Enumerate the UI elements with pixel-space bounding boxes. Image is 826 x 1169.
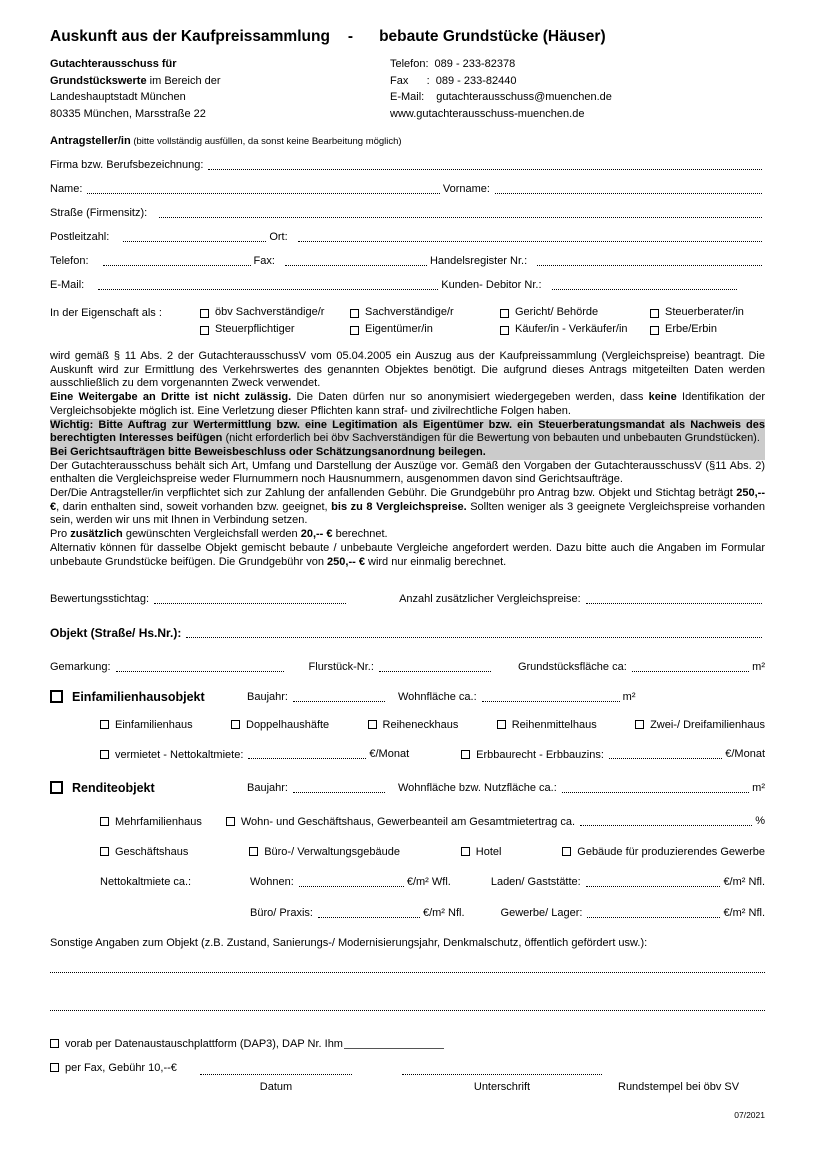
checkbox-icon[interactable] <box>50 690 63 703</box>
stichtag-label: Bewertungsstichtag: <box>50 593 150 606</box>
sonstige-input-line-2[interactable] <box>50 1001 765 1011</box>
gemarkung-row <box>50 661 765 674</box>
flurstueck-input-line[interactable] <box>379 662 491 672</box>
terms-p4-bold1: 250,-- € <box>50 487 765 513</box>
checkbox-label: Reihenmittelhaus <box>511 719 597 732</box>
phone-value: 089 - 233-82378 <box>434 58 516 70</box>
objekt-label: Objekt (Straße/ Hs.Nr.): <box>50 626 182 641</box>
checkbox-label: Hotel <box>475 846 502 859</box>
checkbox-icon[interactable] <box>461 847 470 856</box>
field-row-telefon-fax-hr <box>50 255 765 268</box>
name-label: Name: <box>50 183 83 195</box>
geschaeftshaus-row <box>100 846 765 858</box>
telefon-label: Telefon: <box>50 255 89 267</box>
ort-label: Ort: <box>269 231 288 243</box>
checkbox-icon[interactable] <box>100 720 109 729</box>
unterschrift-input-line[interactable] <box>402 1062 602 1075</box>
org-line2 <box>50 73 390 90</box>
email-value: gutachterausschuss@muenchen.de <box>436 91 612 103</box>
checkbox-label: Eigentümer/in <box>365 323 433 335</box>
vorname-label: Vorname: <box>442 183 490 195</box>
anzahl-label: Anzahl zusätzlicher Vergleichspreise: <box>399 593 581 606</box>
checkbox-label: Einfamilienhaus <box>115 719 193 732</box>
datum-input-line[interactable] <box>200 1062 352 1075</box>
buero-unit: €/m² Nfl. <box>422 907 465 920</box>
objekt-row <box>50 627 765 640</box>
flurstueck-label: Flurstück-Nr.: <box>308 661 374 674</box>
checkbox-label: Mehrfamilienhaus <box>115 816 202 829</box>
checkbox-icon[interactable] <box>500 326 509 335</box>
field-row-name <box>50 183 765 196</box>
checkbox-oebv-sachverstaendiger[interactable] <box>200 305 350 320</box>
checkbox-icon[interactable] <box>50 1063 59 1072</box>
checkbox-icon[interactable] <box>200 326 209 335</box>
checkbox-label: Erbbaurecht - Erbbauzins: <box>476 749 604 762</box>
vorname-input-line[interactable] <box>495 184 762 194</box>
buero-praxis-label: Büro/ Praxis: <box>250 907 313 920</box>
rendite-heading-row <box>50 781 765 795</box>
handelsregister-input-line[interactable] <box>537 256 762 266</box>
org-line3: Landeshauptstadt München <box>50 91 186 103</box>
telefon-input-line[interactable] <box>103 256 251 266</box>
monat-unit2: €/Monat <box>725 748 765 761</box>
laden-label: Laden/ Gaststätte: <box>490 876 581 889</box>
checkbox-label: Reiheneckhaus <box>382 719 459 732</box>
checkbox-erbbaurecht[interactable] <box>461 749 604 761</box>
checkbox-label: Geschäftshaus <box>115 846 189 859</box>
stichtag-input-line[interactable] <box>154 594 346 604</box>
erbbauzins-input-line[interactable] <box>609 749 722 759</box>
sqm-unit: m² <box>622 691 636 704</box>
checkbox-label: Steuerpflichtiger <box>215 323 295 335</box>
rendite-baujahr-input-line[interactable] <box>293 783 385 793</box>
checkbox-icon[interactable] <box>350 326 359 335</box>
efh-types-row <box>100 719 765 731</box>
fax-input-line[interactable] <box>285 256 427 266</box>
checkbox-label: Wohn- und Geschäftshaus, Gewerbeanteil am Gesamtmietertrag ca. <box>240 816 576 829</box>
unterschrift-label: Unterschrift <box>473 1081 531 1094</box>
mehrfamilienhaus-row <box>100 815 765 828</box>
sonstige-line-1-row <box>50 963 765 973</box>
applicant-heading-note: (bitte vollständig ausfüllen, da sonst keine Bearbeitung möglich) <box>130 136 402 147</box>
nettokaltmiete-ca-label: Nettokaltmiete ca.: <box>100 876 192 889</box>
checkbox-label: vermietet - Nettokaltmiete: <box>115 749 244 762</box>
sqm-unit: m² <box>752 782 765 795</box>
important-notice-highlight <box>50 419 765 460</box>
checkbox-label: Erbe/Erbin <box>665 323 717 335</box>
wohnen-input-line[interactable] <box>299 877 404 887</box>
checkbox-label: Büro-/ Verwaltungsgebäude <box>264 846 400 859</box>
signature-area <box>50 1062 765 1102</box>
header-block <box>50 56 765 122</box>
checkbox-icon[interactable] <box>635 720 644 729</box>
efh-wohnflaeche-input-line[interactable] <box>482 692 620 702</box>
title-left: Auskunft aus der Kaufpreissammlung <box>50 28 330 45</box>
checkbox-doppelhaushaelfte[interactable] <box>231 719 329 731</box>
sonstige-input-line-1[interactable] <box>50 963 765 973</box>
checkbox-erbe[interactable] <box>650 322 765 337</box>
efh-wohnflaeche-label: Wohnfläche ca.: <box>397 691 477 704</box>
rendite-heading: Renditeobjekt <box>72 781 155 796</box>
strasse-input-line[interactable] <box>159 208 762 218</box>
checkbox-label: Sachverständige/r <box>365 306 454 318</box>
kunden-label: Kunden- Debitor Nr.: <box>441 279 542 291</box>
checkbox-label: Käufer/in - Verkäufer/in <box>515 323 628 335</box>
nettokaltmiete-input-line[interactable] <box>248 749 366 759</box>
org-line1: Gutachterausschuss für <box>50 58 177 70</box>
checkbox-reiheneckhaus[interactable] <box>368 719 459 731</box>
checkbox-icon[interactable] <box>350 309 359 318</box>
checkbox-icon[interactable] <box>500 309 509 318</box>
checkbox-icon[interactable] <box>562 847 571 856</box>
efh-heading: Einfamilienhausobjekt <box>72 690 205 705</box>
ort-input-line[interactable] <box>298 232 762 242</box>
email-input-line[interactable] <box>98 280 438 290</box>
dap-row <box>50 1038 765 1050</box>
checkbox-icon[interactable] <box>100 817 109 826</box>
terms-p5-a: Pro <box>50 528 71 541</box>
laden-input-line[interactable] <box>586 877 721 887</box>
email-row <box>390 89 612 106</box>
checkbox-icon[interactable] <box>50 1039 59 1048</box>
terms-p2-bold2: keine <box>648 391 677 404</box>
checkbox-icon[interactable] <box>650 309 659 318</box>
terms-p4-c: Sollten weniger als 3 geeignete Vergleichspreise vorhanden sein, werden wir uns mit Ihnen in Verbindung setzen. <box>50 500 765 527</box>
checkbox-label: vorab per Datenaustauschplattform (DAP3), DAP Nr. Ihm <box>65 1038 343 1051</box>
checkbox-per-fax[interactable] <box>50 1062 177 1074</box>
checkbox-zwei-dreifamilienhaus[interactable] <box>635 719 765 731</box>
applicant-heading-bold: Antragsteller/in <box>50 135 131 147</box>
checkbox-icon[interactable] <box>368 720 377 729</box>
buero-praxis-input-line[interactable] <box>318 908 420 918</box>
dap-nr-input-line[interactable] <box>344 1039 444 1049</box>
rundstempel-label: Rundstempel bei öbv SV <box>618 1081 740 1094</box>
checkbox-icon[interactable] <box>231 720 240 729</box>
kunden-input-line[interactable] <box>552 280 737 290</box>
checkbox-icon[interactable] <box>50 781 63 794</box>
checkbox-icon[interactable] <box>100 847 109 856</box>
checkbox-steuerberater[interactable] <box>650 305 765 320</box>
checkbox-icon[interactable] <box>200 309 209 318</box>
checkbox-eigentuemer[interactable] <box>350 322 500 337</box>
phone-label: Telefon: <box>390 58 429 70</box>
capacity-label: In der Eigenschaft als : <box>50 307 162 319</box>
firma-input-line[interactable] <box>208 160 762 170</box>
page-title <box>50 28 765 46</box>
checkbox-renditeobjekt[interactable] <box>50 781 247 795</box>
notice-rest: (nicht erforderlich bei öbv Sachverständigen für die Bewertung von bebauten und unbebauten Grundstücken). <box>222 432 760 445</box>
checkbox-vermietet[interactable] <box>100 749 243 761</box>
org-contact <box>390 56 612 122</box>
gewerbe-unit: €/m² Nfl. <box>723 907 765 920</box>
checkbox-label: Gericht/ Behörde <box>515 306 599 318</box>
terms-text <box>50 350 765 569</box>
email2-label: E-Mail: <box>50 279 85 291</box>
email-label: E-Mail: <box>390 91 425 103</box>
checkbox-mehrfamilienhaus[interactable] <box>100 816 202 828</box>
org-address <box>50 56 390 122</box>
rendite-flaeche-label: Wohnfläche bzw. Nutzfläche ca.: <box>397 782 557 795</box>
efh-baujahr-input-line[interactable] <box>293 692 385 702</box>
org-line2-rest: im Bereich der <box>146 74 221 87</box>
checkbox-icon[interactable] <box>100 750 109 759</box>
checkbox-label: Doppelhaushäfte <box>246 719 330 732</box>
capacity-section <box>50 305 765 337</box>
terms-p5-c: berechnet. <box>332 528 388 541</box>
terms-p5-b: gewünschten Vergleichsfall werden <box>122 528 301 541</box>
checkbox-label: per Fax, Gebühr 10,--€ <box>65 1062 177 1075</box>
miete-row-1 <box>100 876 765 889</box>
checkbox-einfamilienhaus[interactable] <box>100 719 193 731</box>
stichtag-row <box>50 593 765 606</box>
fax2-label: Fax: <box>253 255 275 267</box>
phone-row <box>390 56 612 73</box>
field-row-email-kunden <box>50 279 765 292</box>
sonstige-label: Sonstige Angaben zum Objekt (z.B. Zustand, Sanierungs-/ Modernisierungsjahr, Denkmalschutz, öffentlich gefördert usw.): <box>50 937 648 950</box>
terms-p2-a: Die Daten dürfen nur so anonymisiert wiedergegeben werden, dass <box>291 391 649 404</box>
terms-p4-a: Der/Die Antragsteller/in verpflichtet sich zur Zahlung der anfallenden Gebühr. Die Grundgebühr pro Antrag bzw. Objekt und Stichtag beträgt <box>50 487 737 500</box>
wohnen-unit: €/m² Wfl. <box>406 876 451 889</box>
flaeche-label: Grundstücksfläche ca: <box>517 661 627 674</box>
terms-p2-bold1: Eine Weitergabe an Dritte ist nicht zulässig. <box>50 391 292 404</box>
datum-label: Datum <box>259 1081 293 1094</box>
checkbox-reihenmittelhaus[interactable] <box>497 719 597 731</box>
sqm-unit: m² <box>752 661 765 674</box>
checkbox-icon[interactable] <box>650 326 659 335</box>
terms-p1: wird gemäß § 11 Abs. 2 der GutachterausschussV vom 05.04.2005 ein Auszug aus der Kaufpreissammlung (Vergleichspreise) beantragt. Die Auskunft wird zur Ermittlung des Verkehrswertes des genannten Objektes benötigt. Die aufgrund dieses Antrags mitgeteilten Daten werden ausschließlich zu dem vorgenannten Zweck verwendet. <box>50 350 765 390</box>
wohnen-label: Wohnen: <box>250 876 294 889</box>
applicant-heading <box>50 135 765 147</box>
checkbox-icon[interactable] <box>249 847 258 856</box>
terms-p6-bold: 250,-- € <box>327 555 365 568</box>
terms-p2-b: Identifikation der Vergleichsobjekte möglich ist. Eine Verletzung dieser Pflichten kann straf- und zivilrechtliche Folgen haben. <box>50 391 766 417</box>
notice2-bold: Bei Gerichtsaufträgen bitte Beweisbeschluss oder Schätzungsanordnung beilegen. <box>50 445 486 458</box>
org-line4: 80335 München, Marsstraße 22 <box>50 107 206 120</box>
handelsregister-label: Handelsregister Nr.: <box>429 255 528 267</box>
field-row-plz-ort <box>50 231 765 244</box>
fax-label: Fax : <box>390 74 430 87</box>
capacity-row-2 <box>50 322 765 337</box>
title-right: bebaute Grundstücke (Häuser) <box>379 28 606 45</box>
gewerbeanteil-input-line[interactable] <box>580 816 752 826</box>
flaeche-input-line[interactable] <box>632 662 749 672</box>
field-row-firma <box>50 159 765 172</box>
notice-bold: Wichtig: Bitte Auftrag zur Wertermittlung bzw. eine Legitimation als Eigentümer bzw. ein Steuerberatungsmandat als Nachweis des berechtigten Interesses beifügen <box>50 418 765 445</box>
strasse-label: Straße (Firmensitz): <box>50 207 148 219</box>
checkbox-icon[interactable] <box>497 720 506 729</box>
percent-unit: % <box>755 815 765 828</box>
checkbox-label: öbv Sachverständige/r <box>215 306 325 318</box>
efh-baujahr-label: Baujahr: <box>247 691 288 704</box>
fax-value: 089 - 233-82440 <box>435 74 517 87</box>
checkbox-steuerpflichtiger[interactable] <box>200 322 350 337</box>
checkbox-buero-verwaltungsgebaeude[interactable] <box>249 846 400 858</box>
terms-p6-a: Alternativ können für dasselbe Objekt gemischt bebaute / unbebaute Vergleiche angefordert werden. Dazu bitte auch die Angaben im Formular unbebaute Grundstücke beifügen. Die Grundgebühr von <box>50 541 765 568</box>
checkbox-label: Zwei-/ Dreifamilienhaus <box>650 719 765 732</box>
efh-heading-row <box>50 690 765 704</box>
plz-input-line[interactable] <box>123 232 266 242</box>
terms-p3: Der Gutachterausschuss behält sich Art, Umfang und Darstellung der Auszüge vor. Gemäß den Vorgaben der GutachterausschussV (§11 Abs. 2) enthalten die Vergleichspreise weder Flurnummern noch Hausnummern, ausgenommen davon sind Gerichtsaufträge. <box>50 459 765 486</box>
website: www.gutachterausschuss-muenchen.de <box>390 107 585 120</box>
checkbox-hotel[interactable] <box>461 846 502 858</box>
name-input-line[interactable] <box>87 184 439 194</box>
checkbox-wohn-geschaeftshaus[interactable] <box>226 816 575 828</box>
terms-p5-bold1: zusätzlich <box>70 528 123 541</box>
gewerbe-lager-label: Gewerbe/ Lager: <box>500 907 583 920</box>
checkbox-dap[interactable] <box>50 1038 343 1050</box>
gewerbe-lager-input-line[interactable] <box>587 908 720 918</box>
laden-unit: €/m² Nfl. <box>723 876 765 889</box>
plz-label: Postleitzahl: <box>50 231 110 243</box>
miete-row-2 <box>100 907 765 920</box>
gemarkung-label: Gemarkung: <box>50 661 111 674</box>
title-dash: - <box>347 28 354 45</box>
monat-unit: €/Monat <box>369 748 410 761</box>
checkbox-gericht-behoerde[interactable] <box>500 305 650 320</box>
fax-row <box>390 73 612 90</box>
checkbox-einfamilienhausobjekt[interactable] <box>50 690 247 704</box>
checkbox-produzierendes-gewerbe[interactable] <box>562 846 765 858</box>
checkbox-sachverstaendiger[interactable] <box>350 305 500 320</box>
checkbox-label: Gebäude für produzierendes Gewerbe <box>577 846 765 859</box>
firma-label: Firma bzw. Berufsbezeichnung: <box>50 159 204 171</box>
gemarkung-input-line[interactable] <box>116 662 284 672</box>
checkbox-label: Steuerberater/in <box>665 306 744 318</box>
org-line2-bold: Grundstückswerte <box>50 74 147 87</box>
rendite-baujahr-label: Baujahr: <box>247 782 288 795</box>
checkbox-kaeufer-verkaeufer[interactable] <box>500 322 650 337</box>
form-version: 07/2021 <box>734 1110 765 1121</box>
checkbox-geschaeftshaus[interactable] <box>100 846 188 858</box>
terms-p5-bold2: 20,-- € <box>300 528 333 541</box>
terms-p4-bold2: bis zu 8 Vergleichspreise. <box>331 500 467 513</box>
sonstige-line-2-row <box>50 1001 765 1011</box>
terms-p6-b: wird nur einmalig berechnet. <box>364 555 507 568</box>
checkbox-icon[interactable] <box>226 817 235 826</box>
terms-p4-b: , darin enthalten sind, soweit vorhanden bzw. geeignet, <box>56 500 332 513</box>
efh-miete-row <box>100 748 765 761</box>
checkbox-icon[interactable] <box>461 750 470 759</box>
objekt-input-line[interactable] <box>186 628 762 638</box>
anzahl-input-line[interactable] <box>586 594 762 604</box>
rendite-flaeche-input-line[interactable] <box>562 783 749 793</box>
field-row-strasse <box>50 207 765 220</box>
capacity-row-1 <box>50 305 765 320</box>
